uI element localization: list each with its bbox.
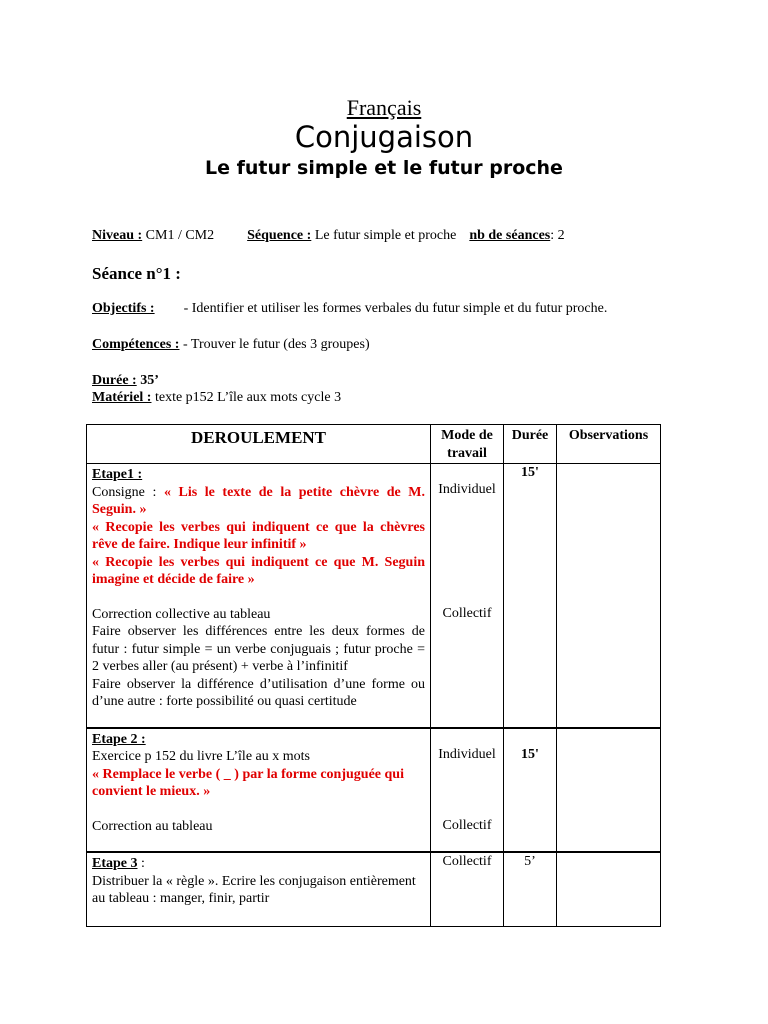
etape1-instruction-1: « Lis le texte de la petite chèvre de M. Seguin. »	[92, 484, 426, 517]
etape2-observations	[557, 728, 661, 853]
etape1-mode	[431, 464, 504, 728]
etape3-title: Etape 3	[92, 856, 138, 871]
etape1-duree: 15'	[504, 464, 557, 728]
seance-heading: Séance n°1 :	[92, 264, 181, 283]
sequence-value: Le futur simple et proche	[314, 228, 457, 243]
objectives-line	[92, 301, 607, 317]
subject-heading: Français	[346, 95, 422, 120]
etape1-mode-collectif: Collectif	[442, 605, 492, 621]
etape2-content	[87, 728, 431, 853]
material-line	[92, 390, 341, 406]
sessions-value: : 2	[550, 228, 565, 243]
sequence-label: Séquence :	[247, 228, 312, 243]
table-row-etape3	[87, 852, 661, 926]
objectives-value: - Identifier et utiliser les formes verbales du futur simple et du futur proche.	[183, 301, 608, 316]
etape2-mode	[431, 728, 504, 853]
header-mode: Mode de travail	[431, 425, 504, 464]
duration-line	[92, 373, 159, 389]
etape1-title: Etape1 :	[92, 467, 143, 482]
page-title: Conjugaison	[294, 120, 474, 154]
level-label: Niveau :	[92, 228, 143, 243]
table-row-etape1	[87, 464, 661, 728]
etape3-duree: 5’	[504, 852, 557, 926]
lesson-plan-table	[86, 424, 661, 927]
etape1-observation-2: Faire observer la différence d’utilisation d’une forme ou d’une autre : forte possibilité ou quasi certitude	[92, 676, 425, 709]
level-value: CM1 / CM2	[145, 228, 215, 243]
etape2-duree: 15'	[504, 728, 557, 853]
header-observations: Observations	[557, 425, 661, 464]
etape1-content	[87, 464, 431, 728]
etape1-instruction-2: « Recopie les verbes qui indiquent ce que la chèvres rêve de faire. Indique leur infinitif »	[92, 519, 425, 552]
duration-label: Durée :	[92, 373, 137, 388]
etape3-content: Etape 3 : Distribuer la « règle ». Ecrire les conjugaison entièrement au tableau : manger, finir, partir	[87, 852, 431, 926]
info-line	[92, 228, 565, 244]
page-subtitle: Le futur simple et le futur proche	[205, 157, 563, 179]
etape1-correction: Correction collective au tableau	[92, 606, 271, 622]
etape3-mode: Collectif	[431, 852, 504, 926]
etape2-mode-collectif: Collectif	[442, 818, 492, 833]
sessions-label: nb de séances	[469, 228, 551, 243]
etape1-mode-individuel: Individuel	[438, 482, 496, 497]
material-value: texte p152 L’île aux mots cycle 3	[154, 390, 342, 405]
etape2-title: Etape 2 :	[92, 731, 146, 747]
etape1-observation-1: Faire observer les différences entre les deux formes de futur : futur simple = un verbe conjuguais ; futur proche = 2 verbes aller (au présent) + verbe à l’infinitif	[92, 624, 425, 674]
etape2-exercise: Exercice p 152 du livre L’île au x mots	[92, 749, 310, 764]
etape2-correction: Correction au tableau	[92, 818, 213, 834]
material-label: Matériel :	[92, 390, 152, 405]
skills-label: Compétences :	[92, 337, 180, 352]
table-header-row	[87, 425, 661, 464]
duration-value: 35’	[140, 373, 159, 388]
table-row-etape2	[87, 728, 661, 853]
header-duree: Durée	[504, 425, 557, 464]
etape2-mode-individuel: Individuel	[438, 746, 496, 762]
consigne-label: Consigne :	[92, 484, 157, 500]
etape1-observations	[557, 464, 661, 728]
etape2-instruction: « Remplace le verbe ( _ ) par la forme conjuguée qui convient le mieux. »	[92, 766, 404, 799]
skills-value: - Trouver le futur (des 3 groupes)	[182, 337, 370, 352]
etape3-text: Distribuer la « règle ». Ecrire les conjugaison entièrement au tableau : manger, finir, partir	[92, 873, 416, 906]
etape3-observations	[557, 852, 661, 926]
header-deroulement: DEROULEMENT	[87, 425, 431, 464]
etape1-instruction-3: « Recopie les verbes qui indiquent ce que M. Seguin imagine et décide de faire »	[92, 554, 425, 587]
skills-line	[92, 337, 370, 353]
objectives-label: Objectifs :	[92, 301, 155, 316]
